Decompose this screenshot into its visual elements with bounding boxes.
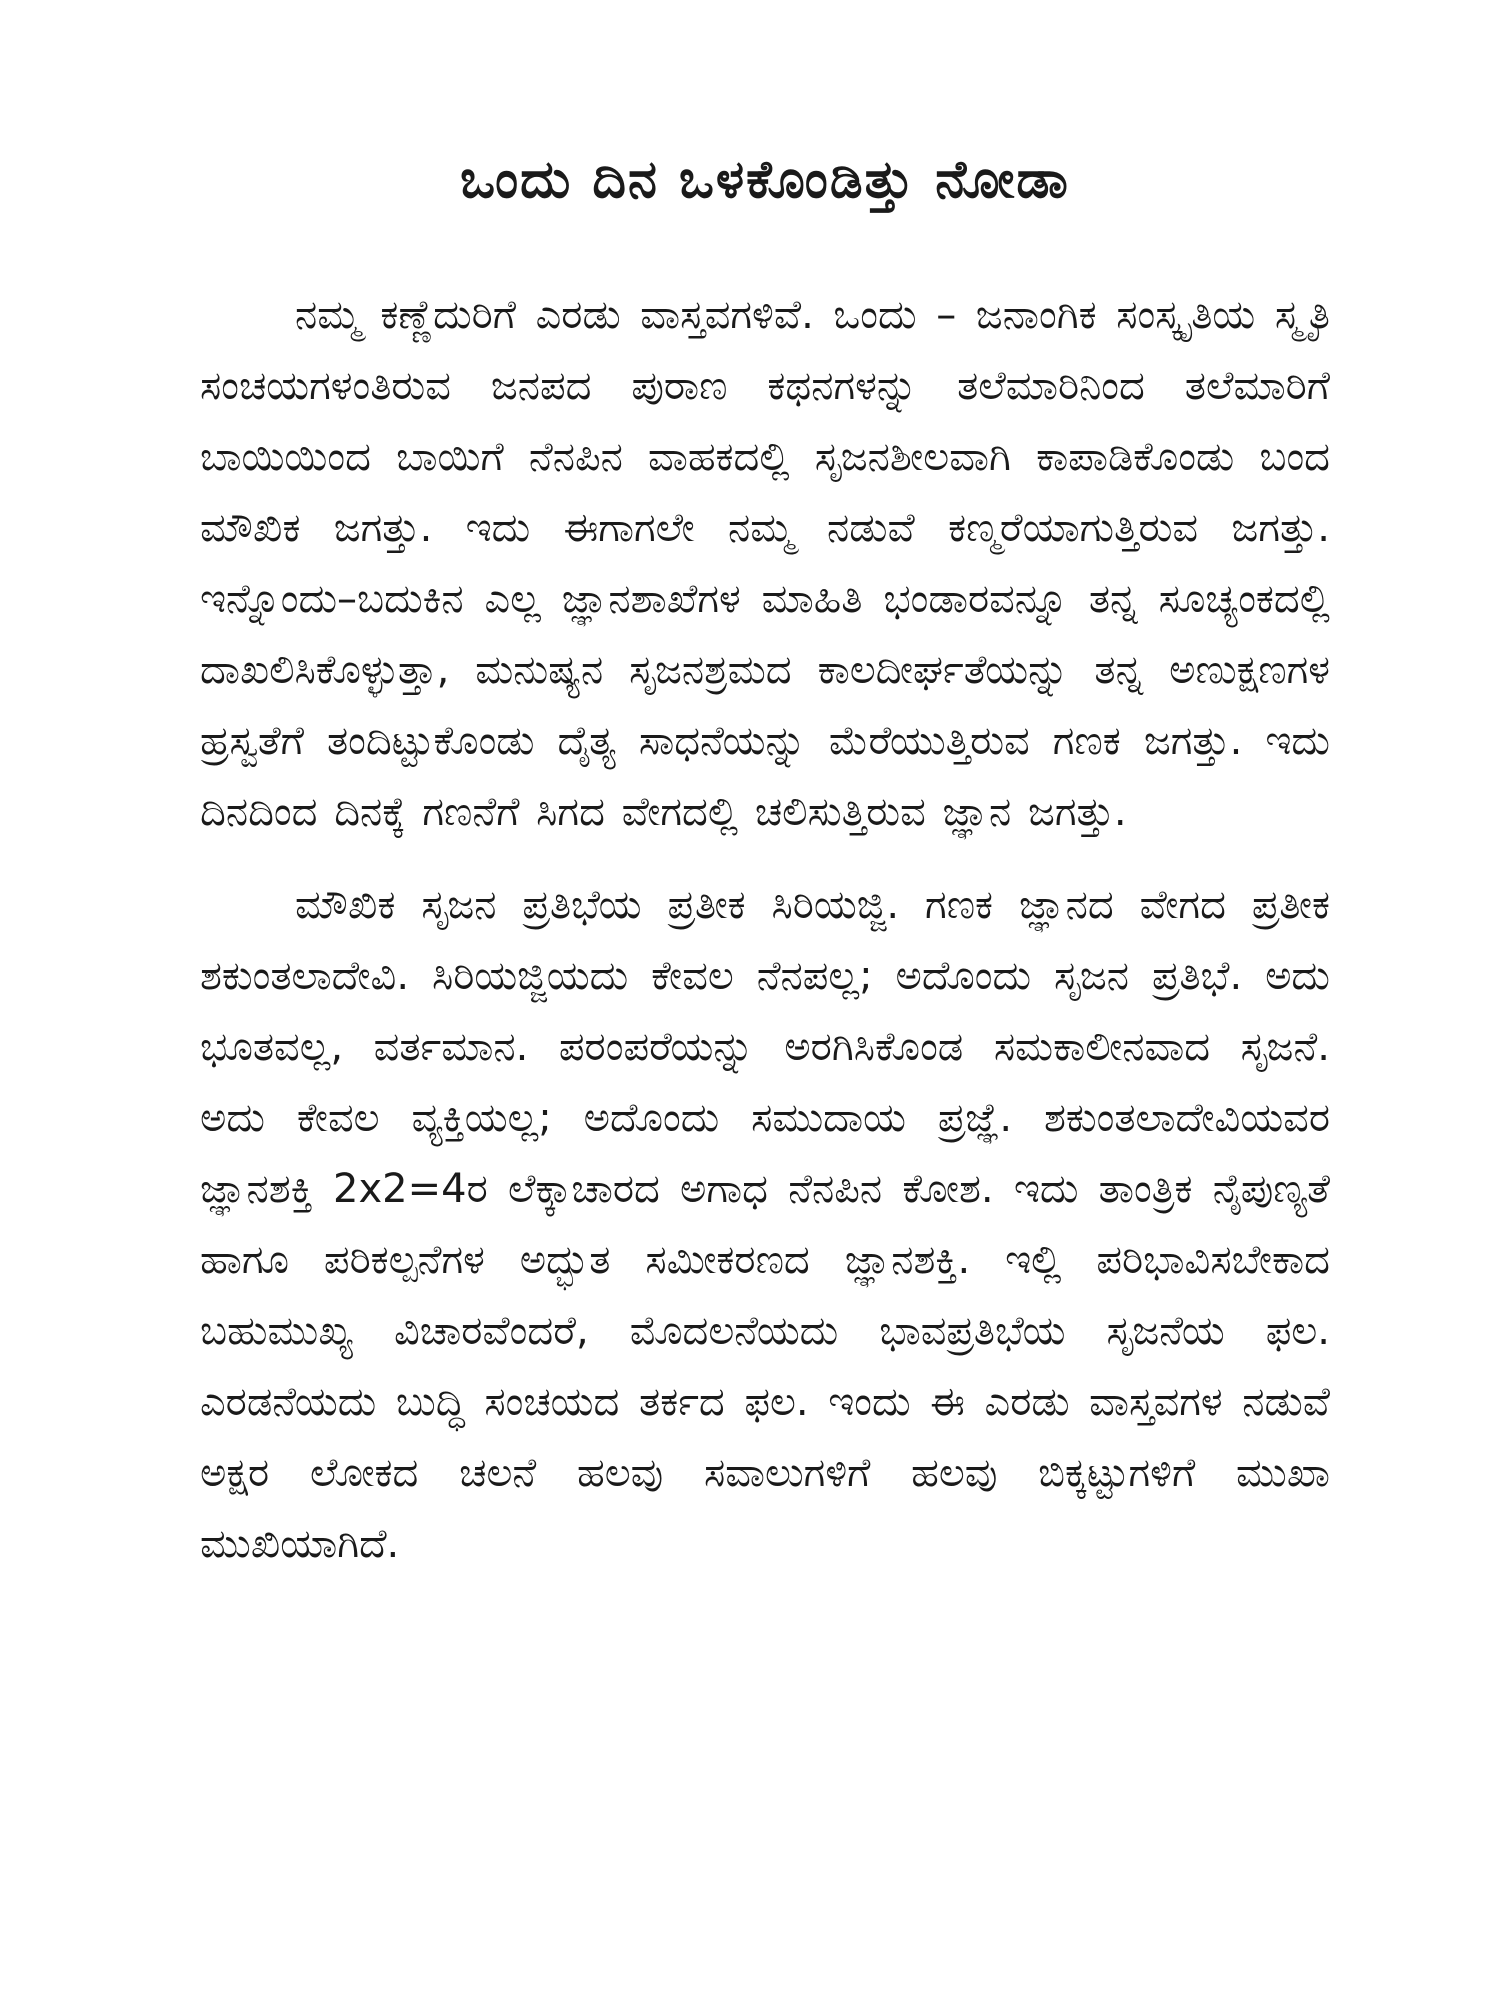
paragraph-1: ನಮ್ಮ ಕಣ್ಣೆದುರಿಗೆ ಎರಡು ವಾಸ್ತವಗಳಿವೆ. ಒಂದು – ಜನಾಂಗಿಕ ಸಂಸ್ಕೃತಿಯ ಸ್ಮೃತಿ ಸಂಚಯಗಳಂತಿರುವ ಜನಪದ ಪುರಾಣ ಕಥನಗಳನ್ನು ತಲೆಮಾರಿನಿಂದ ತಲೆಮಾರಿಗೆ ಬಾಯಿಯಿಂದ ಬಾಯಿಗೆ ನೆನಪಿನ ವಾಹಕದಲ್ಲಿ ಸೃಜನಶೀಲವಾಗಿ ಕಾಪಾಡಿಕೊಂಡು ಬಂದ ಮೌಖಿಕ ಜಗತ್ತು. ಇದು ಈಗಾಗಲೇ ನಮ್ಮ ನಡುವೆ ಕಣ್ಮರೆಯಾಗುತ್ತಿರುವ ಜಗತ್ತು. ಇನ್ನೊಂದು–ಬದುಕಿನ ಎಲ್ಲ ಜ್ಞಾನಶಾಖೆಗಳ ಮಾಹಿತಿ ಭಂಡಾರವನ್ನೂ ತನ್ನ ಸೂಚ್ಯಂಕದಲ್ಲಿ ದಾಖಲಿಸಿಕೊಳ್ಳುತ್ತಾ, ಮನುಷ್ಯನ ಸೃಜನಶ್ರಮದ ಕಾಲದೀರ್ಘತೆಯನ್ನು ತನ್ನ ಅಣುಕ್ಷಣಗಳ ಹ್ರಸ್ವತೆಗೆ ತಂದಿಟ್ಟುಕೊಂಡು ದೈತ್ಯ ಸಾಧನೆಯನ್ನು ಮೆರೆಯುತ್ತಿರುವ ಗಣಕ ಜಗತ್ತು. ಇದು ದಿನದಿಂದ ದಿನಕ್ಕೆ ಗಣನೆಗೆ ಸಿಗದ ವೇಗದಲ್ಲಿ ಚಲಿಸುತ್ತಿರುವ ಜ್ಞಾನ ಜಗತ್ತು. xyxy=(200,292,1330,835)
page-title: ಒಂದು ದಿನ ಒಳಕೊಂಡಿತ್ತು ನೋಡಾ xyxy=(460,150,1070,210)
paragraph-2: ಮೌಖಿಕ ಸೃಜನ ಪ್ರತಿಭೆಯ ಪ್ರತೀಕ ಸಿರಿಯಜ್ಜಿ. ಗಣಕ ಜ್ಞಾನದ ವೇಗದ ಪ್ರತೀಕ ಶಕುಂತಲಾದೇವಿ. ಸಿರಿಯಜ್ಜಿಯದು ಕೇವಲ ನೆನಪಲ್ಲ; ಅದೊಂದು ಸೃಜನ ಪ್ರತಿಭೆ. ಅದು ಭೂತವಲ್ಲ, ವರ್ತಮಾನ. ಪರಂಪರೆಯನ್ನು ಅರಗಿಸಿಕೊಂಡ ಸಮಕಾಲೀನವಾದ ಸೃಜನೆ. ಅದು ಕೇವಲ ವ್ಯಕ್ತಿಯಲ್ಲ; ಅದೊಂದು ಸಮುದಾಯ ಪ್ರಜ್ಞೆ. ಶಕುಂತಲಾದೇವಿಯವರ ಜ್ಞಾನಶಕ್ತಿ 2x2=4ರ ಲೆಕ್ಕಾಚಾರದ ಅಗಾಧ ನೆನಪಿನ ಕೋಶ. ಇದು ತಾಂತ್ರಿಕ ನೈಪುಣ್ಯತೆ ಹಾಗೂ ಪರಿಕಲ್ಪನೆಗಳ ಅದ್ಭುತ ಸಮೀಕರಣದ ಜ್ಞಾನಶಕ್ತಿ. ಇಲ್ಲಿ ಪರಿಭಾವಿಸಬೇಕಾದ ಬಹುಮುಖ್ಯ ವಿಚಾರವೆಂದರೆ, ಮೊದಲನೆಯದು ಭಾವಪ್ರತಿಭೆಯ ಸೃಜನೆಯ ಫಲ. ಎರಡನೆಯದು ಬುದ್ಧಿ ಸಂಚಯದ ತರ್ಕದ ಫಲ. ಇಂದು ಈ ಎರಡು ವಾಸ್ತವಗಳ ನಡುವೆ ಅಕ್ಷರ ಲೋಕದ ಚಲನೆ ಹಲವು ಸವಾಲುಗಳಿಗೆ ಹಲವು ಬಿಕ್ಕಟ್ಟುಗಳಿಗೆ ಮುಖಾ ಮುಖಿಯಾಗಿದೆ. xyxy=(200,882,1330,1567)
document-content xyxy=(200,140,1330,1580)
